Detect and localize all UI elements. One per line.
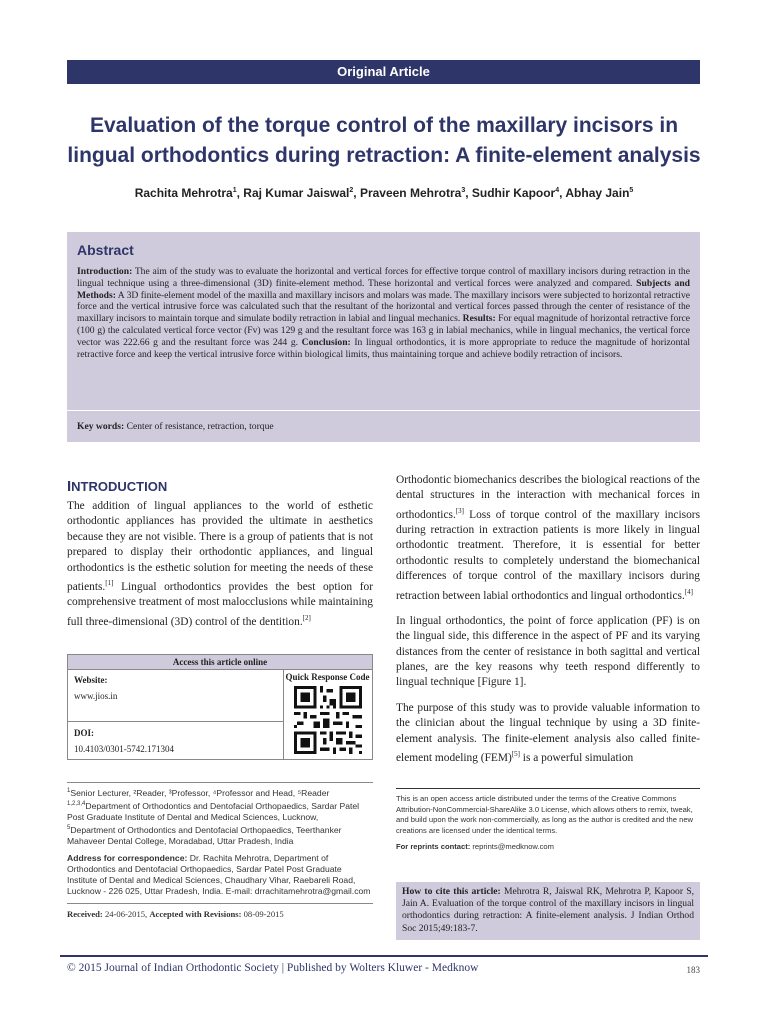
page-number: 183 xyxy=(686,965,700,975)
website-label: Website: xyxy=(74,675,108,685)
doi-link[interactable]: 10.4103/0301-5742.171304 xyxy=(74,744,174,754)
right-p3b: is a powerful simulation xyxy=(519,751,634,764)
aff-sup: 1 xyxy=(67,788,71,794)
conclusion-text: In lingual orthodontics, it is more appropriate to reduce the magnitude of horizontal retractive force and keep the vertical intrusive force within biological limits, thus maintaining torque and achieve bodily retraction of incisors. xyxy=(77,336,690,360)
conclusion-label: Conclusion: xyxy=(301,336,351,348)
right-paragraph-1 xyxy=(396,473,700,604)
aff-line2: Department of Orthodontics and Dentofacial Orthopaedics, Sardar Patel Post Graduate Institute of Dental and Medical Sciences, Lucknow, xyxy=(67,800,360,822)
website-link[interactable]: www.jios.in xyxy=(74,691,118,701)
author-affiliation-number: 1 xyxy=(232,187,237,194)
access-info xyxy=(68,669,284,759)
reprints xyxy=(396,842,700,853)
accepted-date: 08-09-2015 xyxy=(241,908,284,919)
affiliations xyxy=(67,782,373,920)
correspondence xyxy=(67,853,373,897)
qr-label: Quick Response Code xyxy=(285,672,370,682)
author-affiliation-number: 3 xyxy=(461,187,466,194)
aff-sup: 5 xyxy=(67,824,71,831)
keywords xyxy=(77,421,274,432)
corr-label: Address for correspondence: xyxy=(67,852,188,863)
right-p3a: The purpose of this study was to provide valuable information to the clinician about the lingual technique by using a 3D finite-element analysis. The finite-element analysis also called finite-element modeling (FEM) xyxy=(396,701,700,764)
article-type-banner: Original Article xyxy=(67,60,700,84)
reprints-label: For reprints contact: xyxy=(396,842,471,852)
access-header: Access this article online xyxy=(68,655,372,670)
author-affiliation-number: 4 xyxy=(555,187,560,194)
reprints-email[interactable]: reprints@medknow.com xyxy=(470,842,554,852)
license-notice xyxy=(396,788,700,859)
citation-ref[interactable]: [3] xyxy=(455,506,464,515)
accepted-label: Accepted with Revisions: xyxy=(149,908,242,919)
right-p1a: Orthodontic biomechanics describes the biological reactions of the dental structures in the interaction with mechanical forces in orthodontics. xyxy=(396,474,700,521)
affiliation-roles xyxy=(67,786,373,847)
license-text: This is an open access article distributed under the terms of the Creative Commons Attribution-NonCommercial-ShareAlike 3.0 License, which allows others to remix, tweak, and build upon the work non-commercially, as long as the author is credited and the new creations are licensed under the identical terms. xyxy=(396,794,694,835)
citation-ref[interactable]: [1] xyxy=(105,579,114,588)
author-name: Raj Kumar Jaiswal xyxy=(243,186,350,200)
author-affiliation-number: 2 xyxy=(349,187,354,194)
left-column-text xyxy=(67,499,373,640)
qr-code-icon[interactable] xyxy=(294,686,362,754)
cite-label: How to cite this article: xyxy=(402,886,501,897)
citation-ref[interactable]: [5] xyxy=(511,750,520,759)
intro-p1b: Lingual orthodontics provides the best option for comprehensive treatment of most malocclusions while maintaining full three-dimensional (3D) control of the dentition. xyxy=(67,580,373,628)
author-name: Abhay Jain xyxy=(565,186,630,200)
doi-cell xyxy=(68,722,283,760)
footer-divider xyxy=(60,955,708,957)
author-name: Rachita Mehrotra xyxy=(134,186,233,200)
footer-copyright: © 2015 Journal of Indian Orthodontic Society | Published by Wolters Kluwer - Medknow xyxy=(67,962,479,974)
right-paragraph-3 xyxy=(396,701,700,766)
intro-text: The aim of the study was to evaluate the horizontal and vertical forces for effective torque control of maxillary incisors during retraction in the lingual technique using a three-dimensional (3D) finite-element method. These horizontal and vertical forces were analyzed and compared. xyxy=(77,266,690,289)
aff-sup: 1,2,3,4 xyxy=(67,800,86,807)
introduction-heading xyxy=(67,478,167,495)
abstract-text xyxy=(77,266,690,360)
heading-rest: NTRODUCTION xyxy=(71,479,168,494)
received-date: 24-06-2015, xyxy=(102,908,150,919)
aff-line1: Senior Lecturer, ²Reader, ³Professor, ⁴Professor and Head, ⁵Reader xyxy=(70,787,330,798)
author-name: Sudhir Kapoor xyxy=(471,186,556,200)
doi-label: DOI: xyxy=(74,728,94,738)
aff-line3: Department of Orthodontics and Dentofacial Orthopaedics, Teerthanker Mahaveer Dental College, Moradabad, Uttar Pradesh, India xyxy=(67,824,342,846)
intro-label: Introduction: xyxy=(77,266,133,277)
keywords-label: Key words: xyxy=(77,421,125,432)
received-dates xyxy=(67,903,373,920)
article-title: Evaluation of the torque control of the maxillary incisors in lingual orthodontics during retraction: A finite-element analysis xyxy=(67,114,701,167)
methods-text: A 3D finite-element model of the maxilla and maxillary incisors and molars was made. The maxillary incisors were subjected to horizontal retractive force and the vertical intrusive force was calculated such that the resultant of the horizontal and vertical forces passed through the center of resistance of the maxillary incisors to maintain torque and simulate bodily retraction in labial and lingual mechanics. xyxy=(77,289,691,325)
right-p1b: Loss of torque control of the maxillary incisors during retraction in extraction patients is more likely in lingual orthodontic treatment. Therefore, it is essential for better orthodontic results to completely understand the biomechanical differences of torque control of the maxillary incisors during retraction between labial orthodontics and lingual orthodontics. xyxy=(396,508,700,602)
right-column-text xyxy=(396,473,700,776)
author-name: Praveen Mehrotra xyxy=(359,186,462,200)
results-label: Results: xyxy=(462,313,496,325)
keywords-text: Center of resistance, retraction, torque xyxy=(126,421,274,432)
intro-paragraph xyxy=(67,499,373,630)
abstract-heading: Abstract xyxy=(77,242,134,258)
abstract-box xyxy=(67,232,700,442)
citation-ref[interactable]: [2] xyxy=(302,613,311,622)
received-label: Received: xyxy=(67,908,103,919)
methods-label: Subjects and Methods: xyxy=(77,277,691,301)
how-to-cite-box xyxy=(396,882,700,940)
cite-text: Mehrotra R, Jaiswal RK, Mehrotra P, Kapoor S, Jain A. Evaluation of the torque control of the maxillary incisors in lingual orthodontics during retraction: A finite-element analysis. J Indian Orthod Soc 2015;49:183-7. xyxy=(402,886,694,934)
heading-initial: I xyxy=(67,478,72,495)
author-affiliation-number: 5 xyxy=(629,187,634,194)
corr-text: Dr. Rachita Mehrotra, Department of Orthodontics and Dentofacial Orthopaedics, Sardar Patel Post Graduate Institute of Dental and Medical Sciences, Chaudhary Vihar, Raebareli Road, Lucknow - 226 025, Uttar Pradesh, India. E-mail: drrachitamehrotra@gmail.com xyxy=(67,852,371,896)
citation-ref[interactable]: [4] xyxy=(684,587,693,596)
keywords-divider xyxy=(67,410,700,411)
author-list: Rachita Mehrotra$^1$, Raj Kumar Jaiswal$^2$, Praveen Mehrotra$^3$, Sudhir Kapoor$^4$, Abhay Jain$^5$ xyxy=(134,186,634,200)
right-paragraph-2: In lingual orthodontics, the point of force application (PF) is on the lingual side, this difference in the aspect of PF and its varying distances from the center of resistance in both sagittal and vertical planes, are the key reasons why teeth respond differently to lingual technique [Figure 1]. xyxy=(396,614,700,689)
results-text: For equal magnitude of horizontal retractive force (100 g) the calculated vertical force vector (Fv) was 129 g and the resultant force was 163 g in labial mechanics, while in lingual mechanics, the vertical force vector was 222.66 g and the resultant force was 244 g. xyxy=(77,313,690,348)
website-cell xyxy=(68,669,283,721)
intro-p1a: The addition of lingual appliances to the world of esthetic orthodontic appliances has provided the ultimate in aesthetics because they are not visible. There is a group of patients that is not prepared to display their orthodontic appliances, and lingual orthodontics is the esthetic solution for meeting the needs of these patients. xyxy=(67,500,373,593)
qr-cell xyxy=(283,669,372,759)
access-article-box xyxy=(67,654,373,760)
